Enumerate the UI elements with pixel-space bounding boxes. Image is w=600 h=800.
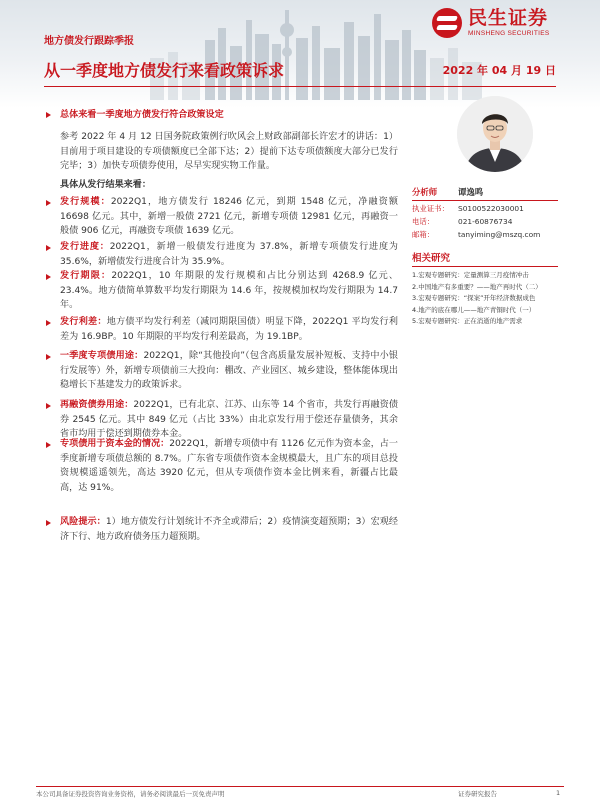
bullet-arrow-icon bbox=[46, 320, 51, 326]
title-divider bbox=[44, 86, 556, 87]
analyst-email[interactable]: tanyiming@mszq.com bbox=[458, 230, 541, 239]
related-research-list bbox=[412, 270, 562, 328]
bullet-arrow-icon bbox=[46, 520, 51, 526]
footer-report-type: 证券研究报告 bbox=[458, 790, 497, 798]
related-item[interactable]: 4.地产的底在哪儿——地产青铜时代（一） bbox=[412, 305, 536, 314]
item-issuance-scale: 发行规模：2022Q1，地方债发行 18246 亿元，到期 1548 亿元，净融资额 16698 亿元。其中，新增一般债 2721 亿元，新增专项债 12981 亿元，再融资一般债 906 亿元，再融资专项债 1639 亿元。 bbox=[60, 197, 398, 237]
bullet-arrow-icon bbox=[46, 274, 51, 280]
page-number: 1 bbox=[556, 789, 561, 797]
report-date: 2022 年 04 月 19 日 bbox=[442, 64, 556, 77]
analyst-role-label: 分析师 bbox=[412, 187, 438, 197]
bullet-arrow-icon bbox=[46, 403, 51, 409]
footer-disclaimer: 本公司具备证券投资咨询业务资格，请务必阅读最后一页免责声明 bbox=[36, 790, 225, 798]
report-series: 地方债发行跟踪季报 bbox=[44, 36, 134, 47]
item-issuance-spread: 发行利差：地方债平均发行利差（减同期限国债）明显下降，2022Q1 平均发行利差为 16.9BP。10 年期限的平均发行利差最高，为 19.1BP。 bbox=[60, 317, 398, 342]
related-item[interactable]: 2.中国地产有多重要？——地产再时代（二） bbox=[412, 282, 542, 291]
item-refinancing-use: 再融资债券用途：2022Q1，已有北京、江苏、山东等 14 个省市，共发行再融资债券 2545 亿元。其中 849 亿元（占比 33%）由北京发行用于偿还存量债务，其余省市均用于偿还到期债券本金。 bbox=[60, 400, 398, 440]
analyst-license: S0100522030001 bbox=[458, 204, 524, 213]
related-research-title: 相关研究 bbox=[412, 253, 451, 264]
related-item[interactable]: 5.宏观专题研究：正在消逝的地产需求 bbox=[412, 317, 523, 326]
risk-warning: 风险提示：1）地方债发行计划统计不齐全或滞后；2）疫情演变超预期；3）宏观经济下行、地方政府债务压力超预期。 bbox=[60, 517, 398, 542]
company-logo bbox=[432, 6, 592, 40]
summary-intro: 参考 2022 年 4 月 12 日国务院政策例行吹风会上财政部副部长许宏才的讲话：1）目前用于项目建设的专项债额度已全部下达；2）提前下达专项债额度大部分已发行完毕；3）加快专项债券使用，尽早实现实物工作量。 bbox=[60, 132, 398, 172]
page-title: 从一季度地方债发行来看政策诉求 bbox=[44, 61, 285, 80]
logo-cn-text: 民生证券 bbox=[468, 6, 549, 29]
analyst-phone: 021-60876734 bbox=[458, 217, 513, 226]
bullet-arrow-icon bbox=[46, 354, 51, 360]
item-capital-use: 专项债用于资本金的情况：2022Q1，新增专项债中有 1126 亿元作为资本金，占一季度新增专项债总额的 8.7%。广东省专项债作资本金规模最大，且广东的项目总投资规模遥遥领先，高达 3920 亿元，但从专项债作资本金比例来看，新疆占比最高，达 91%。 bbox=[60, 439, 398, 493]
analyst-portrait-icon bbox=[457, 96, 533, 172]
analyst-avatar bbox=[457, 96, 533, 172]
analyst-divider bbox=[412, 200, 558, 201]
footer-divider bbox=[36, 786, 564, 787]
bullet-arrow-icon bbox=[46, 245, 51, 251]
detail-heading: 具体从发行结果来看： bbox=[60, 180, 151, 190]
analyst-info bbox=[412, 186, 558, 241]
related-divider bbox=[412, 266, 558, 267]
bullet-arrow-icon bbox=[46, 442, 51, 448]
logo-icon bbox=[432, 8, 462, 38]
item-issuance-progress: 发行进度：2022Q1，新增一般债发行进度为 37.8%，新增专项债发行进度为 35.6%，新增债发行进度合计为 35.9%。 bbox=[60, 242, 398, 267]
item-issuance-term: 发行期限：2022Q1，10 年期限的发行规模和占比分别达到 4268.9 亿元、23.4%。地方债简单算数平均发行期限为 14.6 年，按规模加权均发行期限为 14.7 年。 bbox=[60, 271, 398, 311]
logo-en-text: MINSHENG SECURITIES bbox=[468, 29, 550, 37]
summary-heading: 总体来看一季度地方债发行符合政策设定 bbox=[60, 110, 224, 120]
bullet-arrow-icon bbox=[46, 200, 51, 206]
analyst-name: 谭逸鸣 bbox=[458, 187, 484, 197]
phone-label: 电话： bbox=[412, 217, 435, 226]
license-label: 执业证书： bbox=[412, 204, 449, 213]
email-label: 邮箱： bbox=[412, 230, 435, 239]
related-item[interactable]: 3.宏观专题研究：“探案”开年经济数据成色 bbox=[412, 294, 536, 303]
related-item[interactable]: 1.宏观专题研究：定量测算三月疫情冲击 bbox=[412, 271, 529, 279]
item-special-bond-use: 一季度专项债用途：2022Q1，除“其他投向”（包含高质量发展补短板、支持中小银行发展等）外，新增专项债前三大投向：棚改、产业园区、城乡建设，整体能体现出稳增长下基建发力的政策诉求。 bbox=[60, 351, 398, 391]
